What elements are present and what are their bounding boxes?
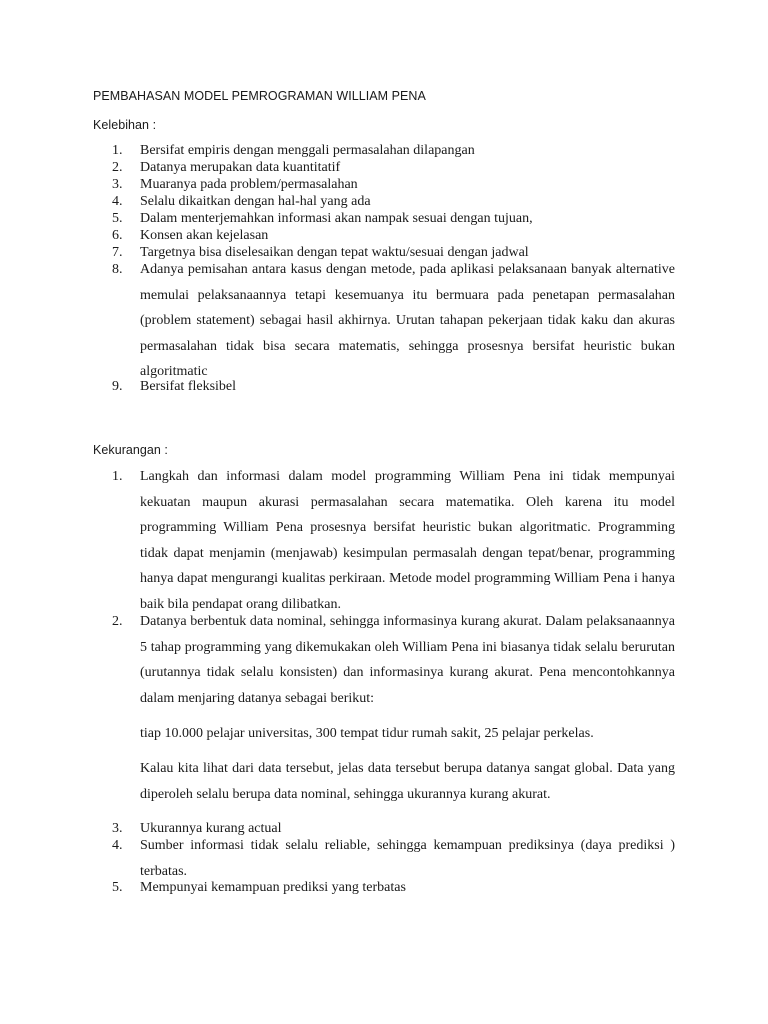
list-item-text: Ukurannya kurang actual [140, 821, 282, 836]
list-item-text: Dalam menterjemahkan informasi akan nampak sesuai dengan tujuan, [140, 211, 533, 226]
list-item-text: Datanya berbentuk data nominal, sehingga informasinya kurang akurat. Dalam pelaksanaannya 5 tahap programming yang dikemukakan oleh William Pena ini biasanya tidak selalu berurutan (urutannya tidak selalu konsisten) dan informasinya kurang akurat. Pena mencontohkannya dalam menjaring datanya sebagai berikut: [140, 614, 675, 706]
kekurangan-heading: Kekurangan : [93, 443, 168, 457]
list-item-number: 3. [112, 177, 123, 192]
list-item-text: Langkah dan informasi dalam model programming William Pena ini tidak mempunyai kekuatan maupun akurasi permasalahan secara matematika. Oleh karena itu model programming William Pena prosesnya bersifat heuristic bukan algoritmatic. Programming tidak dapat menjamin (menjawab) kesimpulan permasalah dengan tepat/benar, programming hanya dapat mengurangi kualitas perkiraan. Metode model programming William Pena i hanya baik bila pendapat orang dilibatkan. [140, 469, 675, 612]
example-note: Kalau kita lihat dari data tersebut, jelas data tersebut berupa datanya sangat global. Data yang diperoleh selalu berupa data nominal, sehingga ukurannya kurang akurat. [140, 761, 675, 802]
list-item-text: Adanya pemisahan antara kasus dengan metode, pada aplikasi pelaksanaan banyak alternative memulai pelaksanaannya tetapi kesemuanya itu bermuara pada penetapan permasalahan (problem statement) sebagai hasil akhirnya. Urutan tahapan pekerjaan tidak kaku dan akuras permasalahan tidak bisa secara matematis, sehingga prosesnya bersifat heuristic bukan algoritmatic [140, 262, 675, 379]
list-item-text: Konsen akan kejelasan [140, 228, 269, 243]
list-item-text: Bersifat empiris dengan menggali permasalahan dilapangan [140, 143, 475, 158]
list-item-number: 6. [112, 228, 123, 243]
list-item-number: 9. [112, 379, 123, 394]
list-item-number: 2. [112, 614, 123, 629]
list-item-number: 5. [112, 211, 123, 226]
list-item-text: Datanya merupakan data kuantitatif [140, 160, 341, 175]
list-item-text: Sumber informasi tidak selalu reliable, sehingga kemampuan prediksinya (daya prediksi ) terbatas. [140, 838, 675, 879]
list-item-text: Selalu dikaitkan dengan hal-hal yang ada [140, 194, 371, 209]
list-item-number: 4. [112, 838, 123, 853]
list-item-number: 3. [112, 821, 123, 836]
kelebihan-heading: Kelebihan : [93, 118, 157, 132]
list-item-text: Mempunyai kemampuan prediksi yang terbatas [140, 880, 406, 895]
list-item-number: 7. [112, 245, 123, 260]
list-item-text: Targetnya bisa diselesaikan dengan tepat waktu/sesuai dengan jadwal [140, 245, 529, 260]
list-item-number: 8. [112, 262, 123, 277]
list-item-number: 1. [112, 469, 123, 484]
list-item-number: 4. [112, 194, 123, 209]
list-item-number: 5. [112, 880, 123, 895]
list-item-number: 2. [112, 160, 123, 175]
document-title: PEMBAHASAN MODEL PEMROGRAMAN WILLIAM PENA [93, 89, 426, 103]
example-line: tiap 10.000 pelajar universitas, 300 tempat tidur rumah sakit, 25 pelajar perkelas. [140, 726, 594, 741]
list-item-number: 1. [112, 143, 123, 158]
list-item-text: Bersifat fleksibel [140, 379, 237, 394]
list-item-text: Muaranya pada problem/permasalahan [140, 177, 358, 192]
